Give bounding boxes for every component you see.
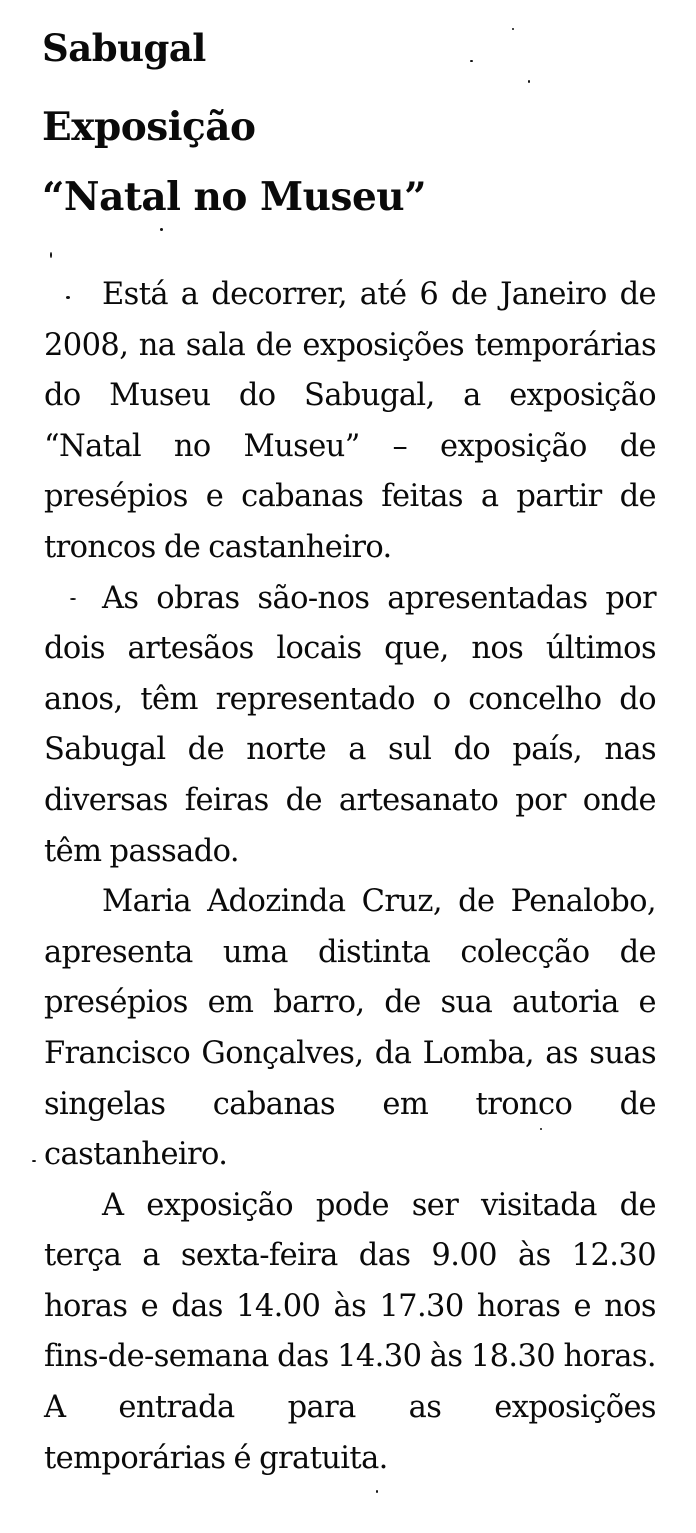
scan-speck bbox=[50, 252, 52, 258]
article-headline bbox=[42, 92, 426, 232]
scan-speck bbox=[32, 1160, 36, 1162]
scan-speck bbox=[160, 228, 163, 231]
section-kicker: Sabugal bbox=[42, 26, 206, 70]
headline-line-1: Exposição bbox=[42, 104, 256, 150]
article-paragraph-2: As obras são-nos apresentadas por dois artesãos locais que, nos últimos anos, têm representado o concelho do Sabugal de norte a sul do país, nas diversas feiras de artesanato por onde têm passado. bbox=[44, 580, 656, 869]
scan-speck bbox=[528, 80, 530, 83]
scan-speck bbox=[540, 1128, 542, 1130]
scan-speck bbox=[70, 598, 76, 600]
article-paragraph-1: Está a decorrer, até 6 de Janeiro de 2008, na sala de exposições temporárias do Museu do Sabugal, a exposição “Natal no Museu” – exposição de presépios e cabanas feitas a partir de troncos de castanheiro. bbox=[44, 277, 656, 565]
scan-speck bbox=[376, 1490, 378, 1493]
scan-speck bbox=[66, 296, 70, 299]
headline-line-2: “Natal no Museu” bbox=[42, 174, 427, 220]
scan-speck bbox=[470, 60, 473, 62]
scan-speck bbox=[512, 28, 514, 30]
article-body bbox=[44, 270, 656, 1484]
article-paragraph-3: Maria Adozinda Cruz, de Penalobo, apresenta uma distinta colecção de presépios em barro, de sua autoria e Francisco Gonçalves, da Lomba, as suas singelas cabanas em tronco de castanheiro. bbox=[44, 884, 656, 1173]
article-paragraph-4: A exposição pode ser visitada de terça a sexta-feira das 9.00 às 12.30 horas e das 14.00 às 17.30 horas e nos fins-de-semana das 14.30 às 18.30 horas. A entrada para as exposições temporárias é gratuita. bbox=[44, 1187, 656, 1476]
